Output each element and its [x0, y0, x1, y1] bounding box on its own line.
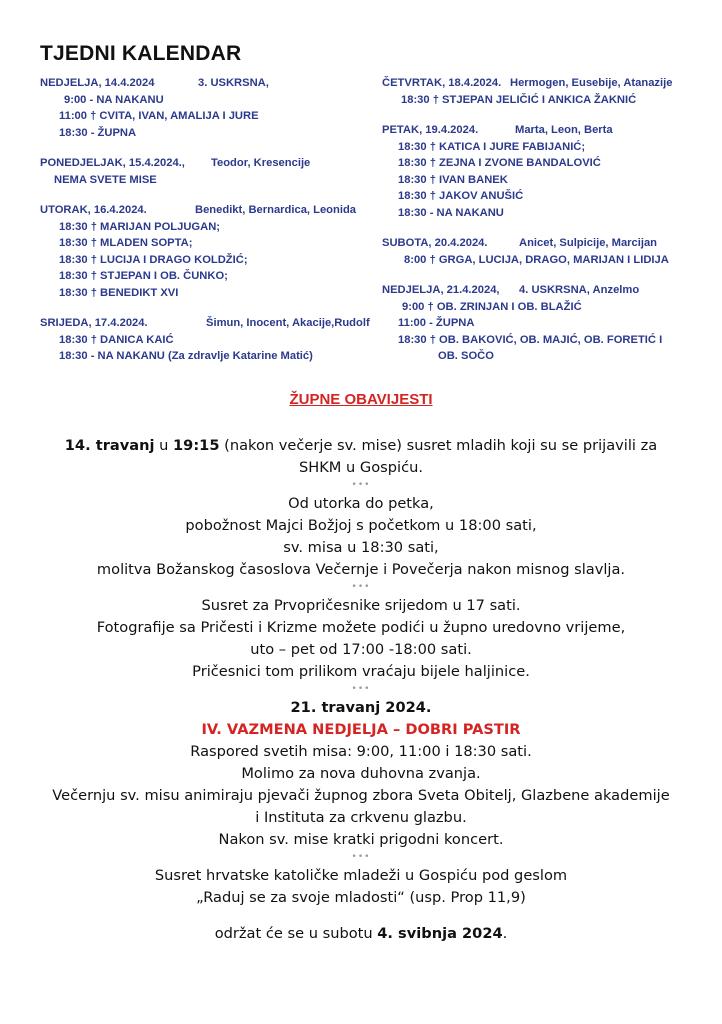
day-saints: Benedikt, Bernardica, Leonida	[195, 204, 357, 216]
notice-youth-meeting: 14. travanj u 19:15 (nakon večerje sv. mise) susret mladih koji su se prijavili za	[64, 437, 658, 454]
mass-line: 18:30 † MLADEN SOPTA;	[59, 237, 193, 249]
mass-line: 18:30 † KATICA I JURE FABIJANIĆ;	[398, 140, 586, 153]
mass-line: 18:30 † LUCIJA I DRAGO KOLDŽIĆ;	[59, 253, 248, 266]
notice-line: uto – pet od 17:00 -18:00 sati.	[250, 641, 472, 658]
mass-line: 18:30 - NA NAKANU (Za zdravlje Katarine Matić)	[59, 350, 313, 362]
mass-line: 18:30 † OB. BAKOVIĆ, OB. MAJIĆ, OB. FORETIĆ I	[398, 333, 663, 346]
mass-line: 18:30 - NA NAKANU	[398, 206, 504, 219]
notice-line: i Instituta za crkvenu glazbu.	[255, 809, 467, 826]
calendar-day	[40, 155, 380, 188]
notice-line: Fotografije sa Pričesti i Krizme možete podići u župno uredovno vrijeme,	[96, 619, 626, 636]
day-saints: Hermogen, Eusebije, Atanazije	[510, 77, 673, 89]
calendar-day	[382, 235, 702, 268]
day-saints: Teodor, Kresencije	[211, 157, 311, 169]
notice-line: Raspored svetih misa: 9:00, 11:00 i 18:30 sati.	[190, 743, 532, 760]
notice-date: 4. svibnja 2024	[377, 925, 503, 942]
notice-time: 19:15	[173, 437, 220, 454]
separator-dots: •••	[351, 582, 371, 592]
day-date: SUBOTA, 20.4.2024.	[382, 237, 488, 249]
mass-line: 18:30 † STJEPAN I OB. ČUNKO;	[59, 270, 228, 282]
notice-line: molitva Božanskog časoslova Večernje i Povečerja nakon misnog slavlja.	[96, 561, 626, 578]
calendar-day	[40, 75, 380, 141]
calendar-day	[382, 282, 702, 365]
mass-line: 18:30 † MARIJAN POLJUGAN;	[59, 220, 221, 233]
mass-line: 18:30 - ŽUPNA	[59, 126, 137, 139]
day-date: NEDJELJA, 21.4.2024,	[382, 284, 500, 296]
calendar-day	[382, 75, 702, 108]
calendar-right-column	[382, 75, 702, 379]
mass-line: 18:30 † BENEDIKT XVI	[59, 286, 179, 299]
day-date: NEDJELJA, 14.4.2024	[40, 77, 155, 89]
day-date: ČETVRTAK, 18.4.2024.	[382, 77, 502, 89]
notice-date: 14. travanj	[64, 437, 155, 454]
notices-title: ŽUPNE OBAVIJESTI	[289, 391, 433, 408]
notice-line: Pričesnici tom prilikom vraćaju bijele haljinice.	[192, 663, 530, 680]
notice-heading: IV. VAZMENA NEDJELJA – DOBRI PASTIR	[201, 721, 521, 738]
mass-line: 11:00 † CVITA, IVAN, AMALIJA I JURE	[59, 110, 259, 122]
notice-line: SHKM u Gospiću.	[299, 459, 423, 476]
mass-line: 18:30 † STJEPAN JELIČIĆ I ANKICA ŽAKNIĆ	[401, 93, 637, 106]
mass-line: OB. SOČO	[438, 350, 494, 362]
separator-dots: •••	[351, 480, 371, 490]
calendar-day	[382, 122, 702, 221]
mass-line: 18:30 † ZEJNA I ZVONE BANDALOVIĆ	[398, 157, 601, 169]
day-saints: 3. USKRSNA,	[198, 77, 269, 89]
day-saints: Šimun, Inocent, Akacije,Rudolf	[206, 317, 370, 329]
notice-line: Molimo za nova duhovna zvanja.	[241, 765, 481, 782]
day-saints: 4. USKRSNA, Anzelmo	[519, 284, 640, 296]
calendar-day	[40, 315, 380, 365]
notice-line: sv. misa u 18:30 sati,	[283, 539, 439, 556]
notice-date: 21. travanj 2024.	[290, 699, 432, 716]
notice-line: Večernju sv. misu animiraju pjevači župnog zbora Sveta Obitelj, Glazbene akademije	[52, 787, 670, 804]
mass-line: NEMA SVETE MISE	[54, 173, 157, 186]
mass-line: 8:00 † GRGA, LUCIJA, DRAGO, MARIJAN I LIDIJA	[404, 253, 669, 266]
separator-dots: •••	[351, 684, 371, 694]
day-date: SRIJEDA, 17.4.2024.	[40, 317, 148, 329]
calendar-day	[40, 202, 380, 301]
notice-line: Od utorka do petka,	[288, 495, 434, 512]
mass-line: 18:30 † JAKOV ANUŠIĆ	[398, 190, 524, 202]
mass-line: 9:00 † OB. ZRINJAN I OB. BLAŽIĆ	[402, 300, 582, 313]
day-date: PONEDJELJAK, 15.4.2024.,	[40, 157, 185, 169]
day-date: PETAK, 19.4.2024.	[382, 124, 479, 136]
mass-line: 9:00 - NA NAKANU	[64, 93, 164, 106]
separator-dots: •••	[351, 852, 371, 862]
page-title: TJEDNI KALENDAR	[40, 42, 242, 65]
notice-line: Nakon sv. mise kratki prigodni koncert.	[218, 831, 504, 848]
day-date: UTORAK, 16.4.2024.	[40, 204, 147, 216]
notice-line: održat će se u subotu 4. svibnja 2024.	[214, 925, 508, 942]
day-saints: Anicet, Sulpicije, Marcijan	[519, 237, 658, 249]
notices-body	[0, 435, 722, 945]
notice-line: „Raduj se za svoje mladosti“ (usp. Prop 11,9)	[196, 889, 526, 906]
mass-line: 18:30 † DANICA KAIĆ	[59, 333, 174, 346]
notice-line: Susret za Prvopričesnike srijedom u 17 sati.	[201, 597, 521, 614]
mass-line: 18:30 † IVAN BANEK	[398, 173, 508, 186]
day-saints: Marta, Leon, Berta	[515, 124, 613, 136]
calendar-left-column	[40, 75, 380, 379]
notice-line: pobožnost Majci Božjoj s početkom u 18:00 sati,	[185, 517, 537, 534]
notice-line: Susret hrvatske katoličke mladeži u Gospiću pod geslom	[154, 867, 568, 884]
mass-line: 11:00 - ŽUPNA	[398, 317, 475, 329]
